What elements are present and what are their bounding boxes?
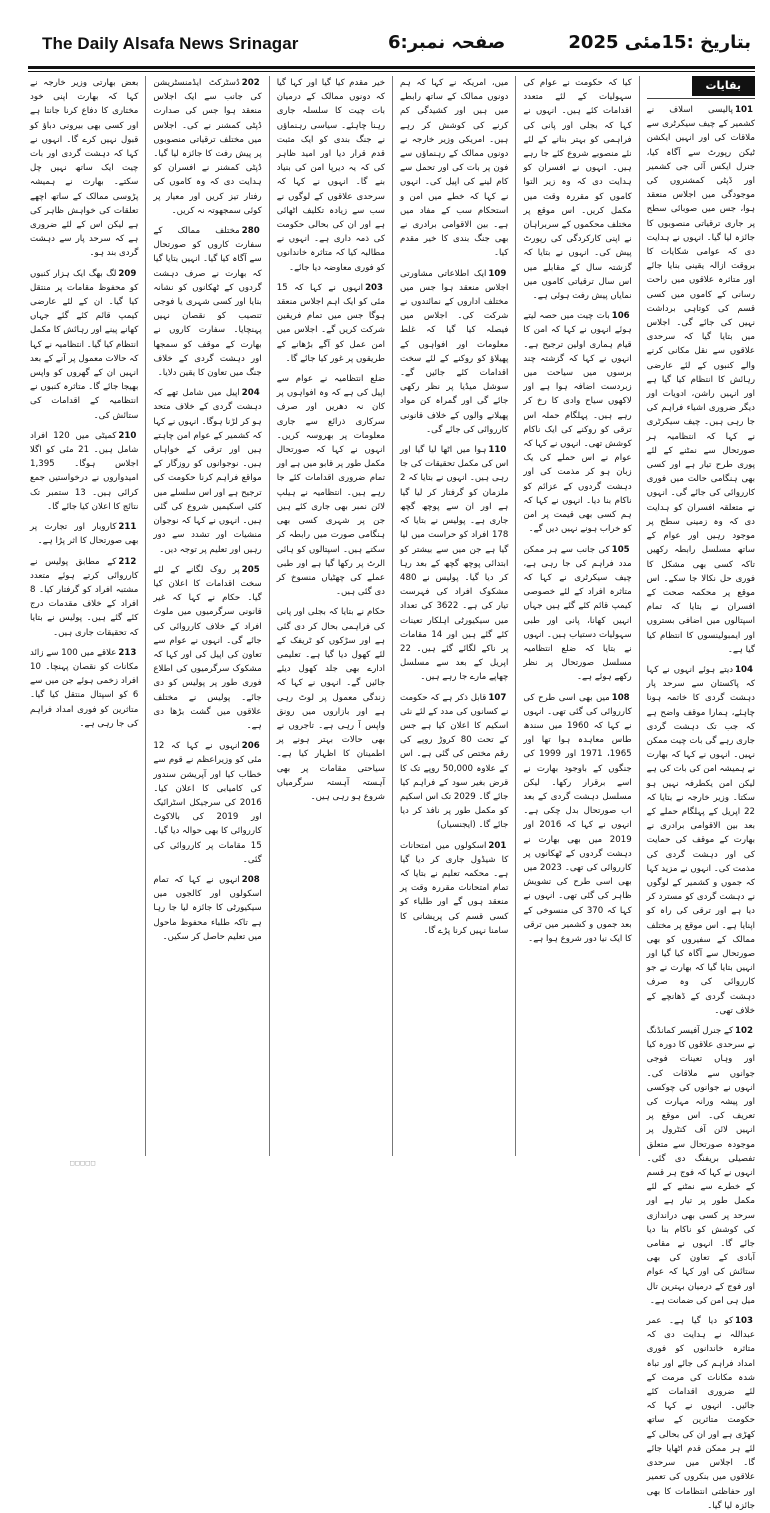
item-number: 280 — [241, 226, 260, 237]
column-4 — [277, 76, 385, 1156]
continuation-item — [647, 1314, 755, 1513]
item-text: انہوں نے کہا کہ 12 مئی کو وزیراعظم نے قوم سے خطاب کیا اور آپریشن سندور کی کامیابی کا اعلان کیا۔ 2016 کی سرجیکل اسٹرائیک اور 2019 کی بالاکوٹ کارروائی کا بھی حوالہ دیا گیا۔ 15 مقامات پر کارروائی کی گئی۔ — [153, 741, 262, 865]
continuation-item — [400, 443, 508, 684]
continuation-item — [400, 76, 508, 261]
continuation-item — [153, 739, 261, 867]
item-text: کیا کہ حکومت نے عوام کی سہولیات کے لئے متعدد اقدامات کئے ہیں۔ انہوں نے کہا کہ بجلی اور پانی کی فراہمی کو بہتر بنانے کے لئے نئے منصوبے شروع کئے جا رہے ہیں۔ انہوں نے افسران کو ہدایت دی کہ وہ زیر التوا کاموں کو مقررہ وقت میں مکمل کریں۔ اس موقع پر مختلف محکموں کے سربراہان نے اپنی کارکردگی کی رپورٹ پیش کی۔ انہوں نے بتایا کہ گزشتہ سال کے مقابلے میں اس سال ترقیاتی کاموں میں نمایاں پیش رفت ہوئی ہے۔ — [523, 78, 632, 302]
article-columns — [30, 76, 755, 1511]
continuation-item — [277, 372, 385, 599]
continuation-item — [30, 646, 138, 731]
item-number: 103 — [735, 1316, 753, 1327]
column-divider — [392, 76, 393, 1156]
item-number: 208 — [241, 874, 260, 885]
column-divider — [269, 76, 270, 1156]
item-number: 206 — [241, 741, 260, 752]
newspaper-name: The Daily Alsafa News Srinagar — [42, 34, 299, 53]
item-number: 211 — [118, 522, 137, 533]
section-title: بقایات — [692, 76, 756, 96]
column-5 — [153, 76, 261, 1156]
item-number: 201 — [488, 840, 507, 851]
item-number: 202 — [241, 78, 260, 88]
item-text: کے مطابق پولیس نے کارروائی کرتے ہوئے متعدد مشتبہ افراد کو گرفتار کیا۔ 8 افراد کے خلاف مقدمات درج کئے گئے ہیں۔ پولیس نے بتایا کہ تحقیقات جاری ہیں۔ — [30, 556, 139, 638]
column-divider — [145, 76, 146, 1156]
continuation-item — [647, 663, 755, 1018]
continuation-item — [30, 76, 138, 261]
continuation-item — [400, 267, 508, 437]
continuation-item — [523, 76, 631, 303]
item-number: 203 — [365, 282, 384, 293]
header-rule — [28, 66, 755, 69]
item-text: کی جانب سے ہر ممکن مدد فراہم کی جا رہی ہے، چیف سیکرٹری نے کہا کہ متاثرہ افراد کے لئے خصوصی کیمپ قائم کئے گئے ہیں جہاں انہیں کھانا، پانی اور طبی سہولیات دستیاب ہیں۔ انہوں نے بتایا کہ ضلع انتظامیہ مسلسل صورتحال پر نظر رکھے ہوئے ہے۔ — [523, 544, 632, 683]
item-text: لگ بھگ ایک ہزار کنبوں کو محفوظ مقامات پر منتقل کیا گیا۔ ان کے لئے عارضی کیمپ قائم کئے گئے جہاں کھانے پینے اور رہائش کا مکمل انتظام کیا گیا۔ انتظامیہ نے کہا کہ حالات معمول پر آنے کے بعد انہیں ان کے گھروں کو واپس بھیجا جائے گا۔ متاثرہ کنبوں نے انتظامیہ کے اقدامات کی ستائش کی۔ — [30, 268, 139, 421]
item-text: کاروبار اور تجارت پر بھی صورتحال کا اثر پڑا ہے۔ — [30, 522, 139, 547]
column-3 — [400, 76, 508, 1156]
continuation-item — [647, 103, 755, 657]
item-number: 212 — [118, 556, 137, 567]
item-number: 213 — [118, 647, 137, 658]
item-number: 105 — [611, 544, 630, 555]
item-text: خیر مقدم کیا گیا اور کہا گیا کہ دونوں ممالک کے درمیان بات چیت کا سلسلہ جاری رہنا چاہئے۔ سیاسی رہنماؤں نے جنگ بندی کو ایک مثبت قدم قرار دیا اور امید ظاہر کی کہ یہ دیرپا امن کی بنیاد بنے گا۔ انہوں نے کہا کہ سرحدی علاقوں کے لوگوں نے سب سے زیادہ تکلیف اٹھائی ہے اور ان کی بحالی حکومت کی ذمہ داری ہے۔ انہوں نے مطالبہ کیا کہ متاثرہ خاندانوں کو فوری معاوضہ دیا جائے۔ — [276, 78, 386, 273]
item-text: ایک اطلاعاتی مشاورتی اجلاس منعقد ہوا جس میں مختلف اداروں کے نمائندوں نے شرکت کی۔ اجلاس میں فیصلہ کیا گیا کہ غلط معلومات اور افواہوں کے پھیلاؤ کو روکنے کے لئے سخت اقدامات کئے جائیں گے۔ سوشل میڈیا پر نظر رکھی جائے گی اور گمراہ کن مواد پھیلانے والوں کے خلاف قانونی کارروائی کی جائے گی۔ — [400, 268, 509, 435]
page-number: صفحہ نمبر:6 — [388, 32, 506, 53]
item-text: علاقے میں 100 سے زائد مکانات کو نقصان پہنچا۔ 10 افراد زخمی ہوئے جن میں سے 6 کو اسپتال منتقل کیا گیا۔ متاثرین کو فوری امداد فراہم کی جا رہی ہے۔ — [30, 647, 139, 729]
continuation-item — [400, 839, 508, 938]
item-text: حکام نے بتایا کہ بجلی اور پانی کی فراہمی بحال کر دی گئی ہے اور سڑکوں کو ٹریفک کے لئے کھول دیا گیا ہے۔ تعلیمی ادارے بھی جلد کھول دیئے جائیں گے۔ انہوں نے کہا کہ زندگی معمول پر لوٹ رہی ہے اور بازاروں میں رونق واپس آ رہی ہے۔ تاجروں نے بھی حالات بہتر ہونے پر اطمینان کا اظہار کیا ہے۔ سیاحتی مقامات پر بھی آہستہ آہستہ سرگرمیاں شروع ہو رہی ہیں۔ — [276, 607, 386, 802]
header-rule-thin — [28, 71, 755, 72]
continuation-item — [153, 386, 261, 556]
item-text: میں، امریکہ نے کہا کہ ہم دونوں ممالک کے ساتھ رابطے میں ہیں اور کشیدگی کم کرنے کی کوشش کر رہے ہیں۔ امریکی وزیر خارجہ نے دونوں ممالک کے رہنماؤں سے فون پر بات کی اور تحمل سے کام لینے کی اپیل کی۔ انہوں نے کہا کہ خطے میں امن و استحکام سب کے مفاد میں ہے۔ بین الاقوامی برادری نے بھی جنگ بندی کا خیر مقدم کیا۔ — [400, 78, 509, 259]
item-number: 110 — [488, 445, 507, 456]
item-text: بات چیت میں حصہ لیتے ہوئے انہوں نے کہا کہ امن کا قیام ہماری اولین ترجیح ہے۔ انہوں نے کہا کہ گزشتہ چند برسوں میں سیاحت میں زبردست اضافہ ہوا ہے اور لاکھوں سیاح وادی کا رخ کر رہے ہیں۔ پہلگام حملہ اس ترقی کو روکنے کی ایک ناکام کوشش تھی۔ انہوں نے کہا کہ عوام نے اس حملے کی یک زبان ہو کر مذمت کی اور دہشت گردوں کے عزائم کو ناکام بنا دیا۔ انہوں نے کہا کہ ہم کسی بھی قیمت پر امن کو خراب ہونے نہیں دیں گے۔ — [523, 311, 632, 535]
column-2 — [523, 76, 631, 1156]
item-text: ضلع انتظامیہ نے عوام سے اپیل کی ہے کہ وہ افواہوں پر کان نہ دھریں اور صرف سرکاری ذرائع سے جاری معلومات پر بھروسہ کریں۔ انہوں نے کہا کہ صورتحال مکمل طور پر قابو میں ہے اور تمام ضروری اقدامات کئے جا رہے ہیں۔ انتظامیہ نے ہیلپ لائن نمبر بھی جاری کئے ہیں جن پر شہری کسی بھی ہنگامی صورت میں رابطہ کر سکتے ہیں۔ اسپتالوں کو ہائی الرٹ پر رکھا گیا ہے اور طبی عملے کی چھٹیاں منسوخ کر دی گئی ہیں۔ — [276, 374, 386, 598]
continuation-item — [523, 309, 631, 536]
item-text: قابل ذکر ہے کہ حکومت نے کسانوں کی مدد کے لئے نئی اسکیم کا اعلان کیا ہے جس کے تحت 80 کروڑ روپے کی رقم مختص کی گئی ہے۔ اس کے علاوہ 50,000 روپے تک کا قرض بغیر سود کے فراہم کیا جائے گا۔ 2029 تک اس اسکیم کو مکمل طور پر نافذ کر دیا جائے گا۔ (ایجنسیاں) — [400, 692, 509, 831]
item-number: 205 — [241, 564, 260, 575]
continuation-item — [30, 267, 138, 423]
continuation-item — [523, 691, 631, 947]
item-text: انہوں نے کہا کہ 15 مئی کو ایک اہم اجلاس منعقد ہوگا جس میں تمام فریقین شرکت کریں گے۔ اجلاس میں امن عمل کو آگے بڑھانے کے طریقوں پر غور کیا جائے گا۔ — [276, 282, 386, 364]
item-text: دیتے ہوئے انہوں نے کہا کہ پاکستان سے سرحد پار دہشت گردی کا خاتمہ ہونا چاہئے، ہمارا موقف واضح ہے کہ جب تک دہشت گردی جاری رہے گی بات چیت ممکن نہیں۔ انہوں نے کہا کہ بھارت نے ہمیشہ امن کی بات کی ہے لیکن امن یکطرفہ نہیں ہو سکتا۔ وزیر خارجہ نے بتایا کہ 22 اپریل کے پہلگام حملے کے بعد بین الاقوامی برادری نے بھارت کے موقف کی حمایت کی اور دہشت گردی کی مذمت کی۔ انہوں نے مزید کہا کہ جموں و کشمیر کے لوگوں نے دہشت گردی کو مسترد کر دیا ہے اور ترقی کی راہ کو اپنایا ہے۔ اس موقع پر مختلف ممالک کے سفیروں کو بھی صورتحال سے آگاہ کیا گیا اور انہیں بتایا گیا کہ بھارت نے جو کارروائی کی وہ صرف دہشت گردی کے ڈھانچے کے خلاف تھی۔ — [646, 664, 755, 1016]
column-divider — [639, 76, 640, 1156]
continuation-item — [30, 520, 138, 548]
continuation-item — [277, 76, 385, 275]
section-header — [647, 76, 755, 99]
item-text: ہوا میں اٹھا لیا گیا اور اس کی مکمل تحقیقات کی جا رہی ہیں۔ انہوں نے بتایا کہ 2 ملزمان کو گرفتار کر لیا گیا ہے اور ان سے پوچھ گچھ جاری ہے۔ پولیس نے بتایا کہ 178 افراد کو حراست میں لیا گیا ہے جن میں سے بیشتر کو ابتدائی پوچھ گچھ کے بعد رہا کر دیا گیا۔ پولیس نے 480 مشکوک افراد کی فہرست تیار کی ہے۔ 3622 کی تعداد میں سیکیورٹی اہلکار تعینات کئے گئے ہیں اور 14 مقامات پر ناکے لگائے گئے ہیں۔ 22 اپریل کے بعد سے مسلسل چھاپے مارے جا رہے ہیں۔ — [400, 445, 509, 683]
column-divider — [515, 76, 516, 1156]
item-text: کے جنرل آفیسر کمانڈنگ نے سرحدی علاقوں کا دورہ کیا اور وہاں تعینات فوجی جوانوں سے ملاقات کی۔ انہوں نے جوانوں کی چوکسی اور پیشہ ورانہ مہارت کی تعریف کی۔ اس موقع پر انہیں لائن آف کنٹرول پر موجودہ صورتحال سے متعلق تفصیلی بریفنگ دی گئی۔ انہوں نے کہا کہ فوج ہر قسم کے خطرے سے نمٹنے کے لئے مکمل طور پر تیار ہے اور سرحد پر کسی بھی دراندازی کی کوشش کو ناکام بنا دیا جائے گا۔ انہوں نے مقامی آبادی کے تعاون کی بھی ستائش کی اور کہا کہ عوام اور فوج کے درمیان بہترین تال میل ہی امن کی ضمانت ہے۔ — [646, 1026, 755, 1306]
continuation-item — [647, 1024, 755, 1308]
item-text: پر روک لگانے کے لئے سخت اقدامات کا اعلان کیا گیا۔ حکام نے کہا کہ غیر قانونی سرگرمیوں میں ملوث افراد کے خلاف کارروائی کی جائے گی۔ انہوں نے عوام سے تعاون کی اپیل کی اور کہا کہ مشکوک سرگرمیوں کی اطلاع فوری طور پر پولیس کو دی جائے۔ پولیس نے مختلف علاقوں میں گشت بڑھا دی ہے۔ — [153, 564, 262, 731]
item-text: پالیسی اسلاف نے کشمیر کے چیف سیکرٹری سے ملاقات کی اور انہیں ایکشن ٹیکن رپورٹ سے آگاہ کیا، جنرل ایکس آئی جی کشمیر اور ڈپٹی کمشنروں کی موجودگی میں اجلاس منعقد ہوا، جس میں صوبائی سطح پر جاری ترقیاتی منصوبوں کا جائزہ لیا گیا۔ انہوں نے ہدایت دی کہ عوامی شکایات کا بروقت ازالہ یقینی بنایا جائے اور متاثرہ علاقوں میں راحت رسانی کے کاموں میں کسی قسم کی کوتاہی برداشت نہیں کی جائے گی۔ اجلاس میں بتایا گیا کہ سرحدی علاقوں سے نقل مکانی کرنے والے کنبوں کے لئے عارضی رہائش کا انتظام کیا گیا ہے اور انہیں راشن، ادویات اور دیگر ضروری اشیاء فراہم کی جا رہی ہیں۔ چیف سیکرٹری نے کہا کہ انتظامیہ ہر صورتحال سے نمٹنے کے لئے پوری طرح تیار ہے اور کسی بھی ہنگامی حالت میں فوری کارروائی کی جائے گی۔ انہوں نے متعلقہ افسران کو ہدایت دی کہ وہ زمینی سطح پر موجود رہیں اور عوام کے ساتھ مسلسل رابطہ رکھیں تاکہ کسی بھی مشکل کا فوری حل نکالا جا سکے۔ اس موقع پر محکمہ صحت کے افسران نے بتایا کہ تمام اسپتالوں میں اضافی بستروں اور ایمبولینسوں کا انتظام کیا گیا ہے۔ — [646, 105, 755, 655]
item-text: کمیٹی میں 120 افراد شامل ہیں۔ 21 مئی کو اگلا اجلاس ہوگا۔ 1,395 امیدواروں نے درخواستیں جمع کرائی ہیں۔ 13 ستمبر تک نتائج کا اعلان کیا جائے گا۔ — [30, 430, 139, 512]
item-number: 107 — [488, 692, 507, 703]
item-number: 106 — [611, 311, 630, 322]
item-number: 209 — [118, 268, 137, 279]
item-text: بعض بھارتی وزیر خارجہ نے کہا کہ بھارت اپنی خود مختاری کا دفاع کرنا جانتا ہے اور کسی بھی بیرونی دباؤ کو قبول نہیں کرے گا۔ انہوں نے کہا کہ دہشت گردی اور بات چیت ایک ساتھ نہیں چل سکتے۔ بھارت نے ہمیشہ پڑوسی ممالک کے ساتھ اچھے تعلقات کی خواہش ظاہر کی ہے لیکن اس کے لئے ضروری ہے کہ سرحد پار سے دہشت گردی بند ہو۔ — [30, 78, 139, 259]
masthead — [28, 30, 755, 66]
item-text: مختلف ممالک کے سفارت کاروں کو صورتحال سے آگاہ کیا گیا۔ انہیں بتایا گیا کہ بھارت نے صرف دہشت گردوں کے ٹھکانوں کو نشانہ بنایا اور کسی شہری یا فوجی تنصیب کو نقصان نہیں پہنچایا۔ سفارت کاروں نے بھارت کے موقف کو سمجھا اور دہشت گردی کے خلاف جنگ میں تعاون کا یقین دلایا۔ — [153, 226, 262, 379]
continuation-item — [153, 76, 261, 218]
continuation-item — [153, 563, 261, 733]
item-number: 101 — [735, 105, 753, 115]
column-1 — [646, 76, 755, 1511]
item-text: اپیل میں شامل تھے کہ دہشت گردی کے خلاف متحد ہو کر لڑنا ہوگا۔ انہوں نے کہا کہ کشمیر کے عوام امن چاہتے ہیں اور ترقی کے خواہاں ہیں۔ نوجوانوں کو روزگار کے مواقع فراہم کرنا حکومت کی ترجیح ہے اور اس سلسلے میں کئی اسکیمیں شروع کی گئی ہیں۔ انہوں نے کہا کہ نوجوان منشیات اور تشدد سے دور رہیں اور تعلیم پر توجہ دیں۔ — [153, 388, 262, 555]
continuation-item — [400, 691, 508, 833]
continuation-item — [523, 543, 631, 685]
column-6 — [30, 76, 138, 1156]
continuation-item — [30, 429, 138, 514]
item-number: 204 — [241, 388, 260, 399]
item-text: انہوں نے کہا کہ تمام اسکولوں اور کالجوں میں سیکیورٹی کا جائزہ لیا جا رہا ہے تاکہ طلباء محفوظ ماحول میں تعلیم حاصل کر سکیں۔ — [153, 874, 262, 942]
item-text: کو دیا گیا ہے۔ عمر عبداللہ نے ہدایت دی کہ متاثرہ خاندانوں کو فوری امداد فراہم کی جائے اور تباہ شدہ مکانات کی مرمت کے لئے ضروری اقدامات کئے جائیں۔ انہوں نے کہا کہ حکومت متاثرین کے ساتھ کھڑی ہے اور ان کی بحالی کے لئے ہر ممکن قدم اٹھایا جائے گا۔ اجلاس میں سرحدی علاقوں میں بنکروں کی تعمیر اور حفاظتی انتظامات کا بھی جائزہ لیا گیا۔ — [646, 1316, 755, 1511]
continuation-item — [277, 281, 385, 366]
footer-mark: □□□□□ — [70, 1159, 97, 1167]
item-number: 104 — [735, 664, 753, 675]
issue-date: بتاریخ :15مئی 2025 — [568, 32, 751, 53]
item-number: 210 — [118, 430, 137, 441]
item-number: 109 — [488, 268, 507, 279]
item-number: 102 — [735, 1026, 753, 1036]
continuation-item — [153, 873, 261, 944]
item-text: میں بھی اسی طرح کی کارروائی کی گئی تھی۔ انہوں نے کہا کہ 1960 میں سندھ طاس معاہدہ ہوا تھا اور 1965، 1971 اور 1999 کی جنگوں کے باوجود بھارت نے اسے برقرار رکھا۔ لیکن مسلسل دہشت گردی کے بعد اب صورتحال بدل چکی ہے۔ انہوں نے کہا کہ 2016 اور 2019 میں بھی بھارت نے دہشت گردوں کے ٹھکانوں پر کارروائی کی تھی۔ 2023 میں بھی اسی طرح کی تشویش ظاہر کی گئی تھی۔ انہوں نے کہا کہ 370 کی منسوخی کے بعد جموں و کشمیر میں ترقی کا ایک نیا دور شروع ہوا ہے۔ — [523, 692, 632, 944]
item-text: ڈسٹرکٹ ایڈمنسٹریشن کی جانب سے ایک اجلاس منعقد ہوا جس کی صدارت ڈپٹی کمشنر نے کی۔ اجلاس میں مختلف ترقیاتی منصوبوں پر پیش رفت کا جائزہ لیا گیا۔ ڈپٹی کمشنر نے افسران کو ہدایت دی کہ وہ کاموں کی رفتار تیز کریں اور معیار پر کوئی سمجھوتہ نہ کریں۔ — [153, 78, 262, 216]
item-text: اسکولوں میں امتحانات کا شیڈول جاری کر دیا گیا ہے۔ محکمہ تعلیم نے بتایا کہ تمام امتحانات مقررہ وقت پر منعقد ہوں گے اور طلباء کو کسی قسم کی پریشانی کا سامنا نہیں کرنا پڑے گا۔ — [400, 840, 509, 936]
continuation-item — [277, 605, 385, 804]
item-number: 108 — [611, 692, 630, 703]
continuation-item — [30, 555, 138, 640]
continuation-item — [153, 224, 261, 380]
